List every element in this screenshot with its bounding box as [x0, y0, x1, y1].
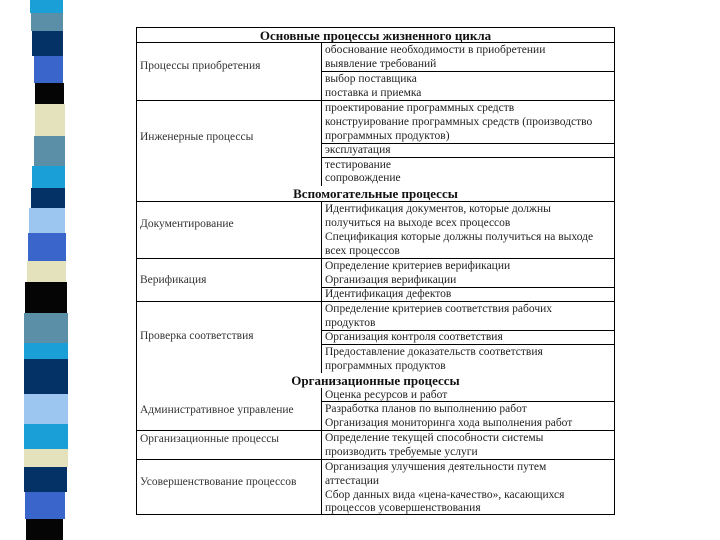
- stripe-segment: [34, 56, 63, 83]
- group-name-improvement: Усовершенствование процессов: [140, 476, 297, 488]
- column-divider: [321, 42, 322, 186]
- stripe-segment: [29, 208, 65, 233]
- row-divider: [136, 258, 615, 259]
- cell-line: проектирование программных средств: [325, 102, 515, 114]
- cell-line: процессов усовершенствования: [325, 502, 481, 514]
- cell-line: программных продуктов: [325, 360, 446, 372]
- row-divider: [321, 344, 615, 345]
- cell-line: конструирование программных средств (производство: [325, 116, 593, 128]
- stripe-segment: [31, 188, 65, 208]
- row-divider: [136, 459, 615, 460]
- stripe-segment: [26, 519, 63, 540]
- cell-line: выбор поставщика: [325, 73, 417, 85]
- group-name-organizational: Организационные процессы: [140, 433, 280, 445]
- column-divider: [321, 388, 322, 515]
- stripe-segment: [24, 343, 68, 359]
- row-divider: [321, 157, 615, 158]
- cell-line: Разработка планов по выполнению работ: [325, 403, 527, 415]
- cell-line: эксплуатация: [325, 144, 391, 156]
- cell-line: Сбор данных вида «цена-качество», касающихся: [325, 489, 565, 501]
- row-divider: [136, 301, 615, 302]
- cell-line: Предоставление доказательств соответствия: [325, 346, 543, 358]
- cell-line: Идентификация документов, которые должны: [325, 203, 551, 215]
- cell-line: Идентификация дефектов: [325, 288, 452, 300]
- stripe-segment: [25, 282, 67, 313]
- cell-line: аттестации: [325, 475, 380, 487]
- section-heading-main: Основные процессы жизненного цикла: [259, 28, 492, 43]
- stripe-segment: [32, 166, 65, 188]
- cell-line: всех процессов: [325, 245, 400, 257]
- cell-line: Организация мониторинга хода выполнения работ: [325, 417, 573, 429]
- stripe-segment: [27, 261, 66, 282]
- row-divider: [321, 71, 615, 72]
- row-divider: [136, 100, 615, 101]
- stripe-segment: [24, 359, 68, 394]
- cell-line: Организация контроля соответствия: [325, 331, 503, 343]
- cell-line: Организация улучшения деятельности путем: [325, 461, 547, 473]
- cell-line: Определение текущей способности системы: [325, 432, 544, 444]
- group-name-documentation: Документирование: [140, 218, 234, 230]
- group-name-acquisition: Процессы приобретения: [140, 60, 261, 72]
- stripe-segment: [25, 492, 65, 519]
- stripe-segment: [35, 104, 65, 136]
- stripe-segment: [24, 449, 68, 467]
- cell-line: тестирование: [325, 159, 391, 171]
- stripe-segment: [24, 313, 68, 343]
- stripe-segment: [35, 83, 64, 104]
- stripe-segment: [24, 467, 67, 492]
- cell-line: программных продуктов): [325, 130, 450, 142]
- cell-line: получиться на выходе всех процессов: [325, 217, 511, 229]
- section-heading-support: Вспомогательные процессы: [293, 186, 458, 201]
- stripe-segment: [24, 394, 68, 424]
- stripe-segment: [34, 136, 65, 166]
- row-divider: [136, 201, 615, 202]
- group-name-verification: Верификация: [140, 274, 207, 286]
- cell-line: обоснование необходимости в приобретении: [325, 44, 546, 56]
- column-divider: [321, 201, 322, 373]
- cell-line: Оценка ресурсов и работ: [325, 389, 448, 401]
- row-divider: [136, 430, 615, 431]
- cell-line: Определение критериев верификации: [325, 260, 511, 272]
- group-name-administrative: Административное управление: [140, 404, 294, 416]
- stripe-segment: [31, 13, 63, 31]
- cell-line: выявление требований: [325, 58, 437, 70]
- stripe-segment: [32, 31, 63, 56]
- cell-line: продуктов: [325, 317, 376, 329]
- section-heading-organizational: Организационные процессы: [291, 373, 460, 388]
- cell-line: Спецификация которые должны получиться на выходе: [325, 231, 594, 243]
- cell-line: сопровождение: [325, 172, 401, 184]
- stripe-segment: [24, 424, 68, 449]
- stripe-segment: [28, 233, 66, 261]
- group-name-engineering: Инженерные процессы: [140, 131, 254, 143]
- cell-line: поставка и приемка: [325, 87, 422, 99]
- group-name-conformance: Проверка соответствия: [140, 330, 254, 342]
- cell-line: Определение критериев соответствия рабочих: [325, 303, 553, 315]
- stripe-segment: [30, 0, 63, 13]
- cell-line: Организация верификации: [325, 274, 457, 286]
- cell-line: производить требуемые услуги: [325, 446, 478, 458]
